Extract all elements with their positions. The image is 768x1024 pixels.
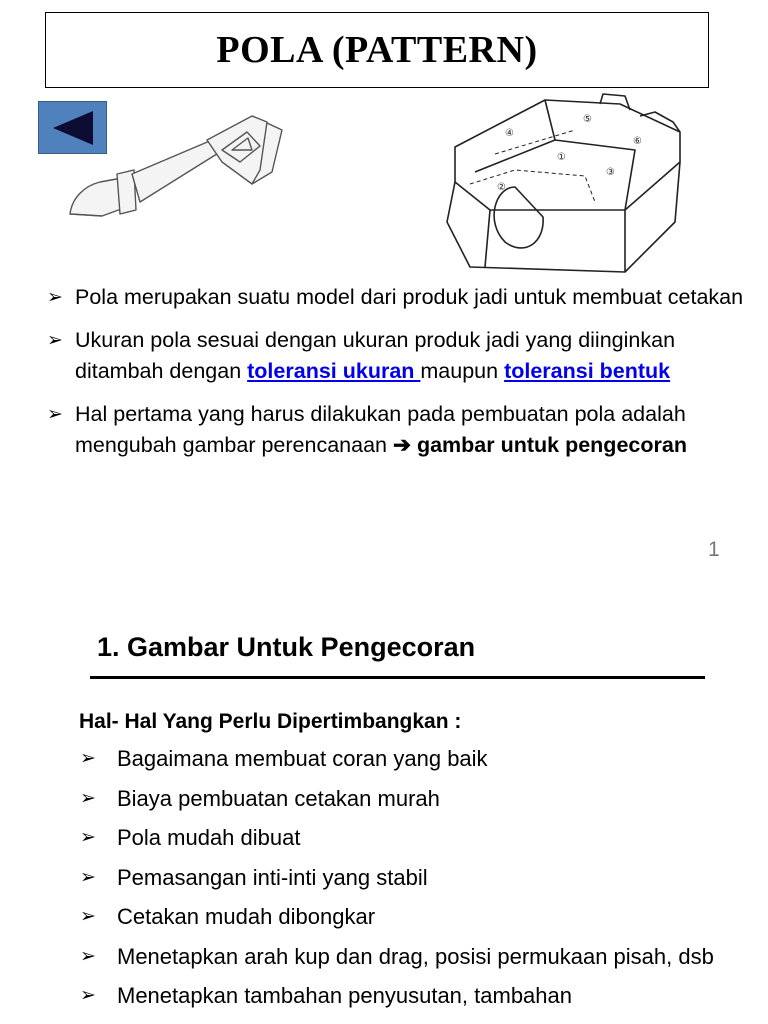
block-label-2: ② <box>497 182 506 193</box>
slide-2 <box>0 580 768 1024</box>
heading-divider <box>90 676 705 679</box>
bullet-arrow-icon: ➢ <box>47 287 63 308</box>
block-label-6: ⑥ <box>633 136 642 147</box>
block-label-1: ① <box>557 152 566 163</box>
item-text: Biaya pembuatan cetakan murah <box>117 785 440 811</box>
bullet-arrow-icon: ➢ <box>80 906 96 927</box>
bullet-arrow-icon: ➢ <box>80 985 96 1006</box>
item-text: Pola mudah dibuat <box>117 825 301 850</box>
bullet-arrow-icon: ➢ <box>80 787 96 809</box>
bullet-arrow-icon: ➢ <box>80 945 96 967</box>
block-label-5: ⑤ <box>583 114 592 125</box>
block-label-3: ③ <box>606 167 615 178</box>
list-item <box>79 944 719 970</box>
list-item <box>79 983 719 1009</box>
bullet-arrow-icon: ➢ <box>47 330 63 351</box>
item-text: Menetapkan tambahan penyusutan, tambahan <box>117 983 572 1008</box>
block-label-4: ④ <box>505 128 514 139</box>
bullet-arrow-icon: ➢ <box>80 827 96 848</box>
link-toleransi-ukuran[interactable]: toleransi ukuran <box>247 359 421 383</box>
item-text: Menetapkan arah kup dan drag, posisi permukaan pisah, dsb <box>117 943 714 969</box>
list-item <box>45 399 755 461</box>
list-item <box>45 325 755 387</box>
bullet-arrow-icon: ➢ <box>80 748 96 769</box>
item-text: Bagaimana membuat coran yang baik <box>117 746 488 771</box>
shaft-pattern-illustration <box>62 110 292 230</box>
page-number: 1 <box>708 538 720 561</box>
title-box <box>45 12 709 88</box>
list-item <box>79 904 719 930</box>
bullet-text: Ukuran pola sesuai dengan ukuran produk jadi yang diinginkan ditambah dengan <box>75 328 676 383</box>
list-item <box>45 282 755 313</box>
considerations-subheading: Hal- Hal Yang Perlu Dipertimbangkan : <box>79 710 462 733</box>
list-item <box>79 746 719 772</box>
link-toleransi-bentuk[interactable]: toleransi bentuk <box>504 359 671 383</box>
item-text: Pemasangan inti-inti yang stabil <box>117 864 428 890</box>
bullet-arrow-icon: ➢ <box>47 404 63 425</box>
bullet-text: maupun <box>420 359 505 383</box>
bullet-bold-text: gambar untuk pengecoran <box>410 433 687 457</box>
item-text: Cetakan mudah dibongkar <box>117 904 376 929</box>
list-item <box>79 865 719 891</box>
list-item <box>79 786 719 812</box>
section-heading: 1. Gambar Untuk Pengecoran <box>97 632 476 662</box>
right-arrow-icon: ➔ <box>392 433 411 457</box>
slide-title: POLA (PATTERN) <box>216 29 538 71</box>
bullet-arrow-icon: ➢ <box>80 866 96 888</box>
pattern-bullet-list <box>45 282 755 473</box>
list-item <box>79 825 719 851</box>
considerations-list <box>79 746 719 1023</box>
casting-block-illustration <box>425 92 710 282</box>
bullet-text: Hal pertama yang harus dilakukan pada pembuatan pola adalah mengubah gambar perencanaan <box>75 402 686 457</box>
bullet-text: Pola merupakan suatu model dari produk jadi untuk membuat cetakan <box>75 285 744 309</box>
